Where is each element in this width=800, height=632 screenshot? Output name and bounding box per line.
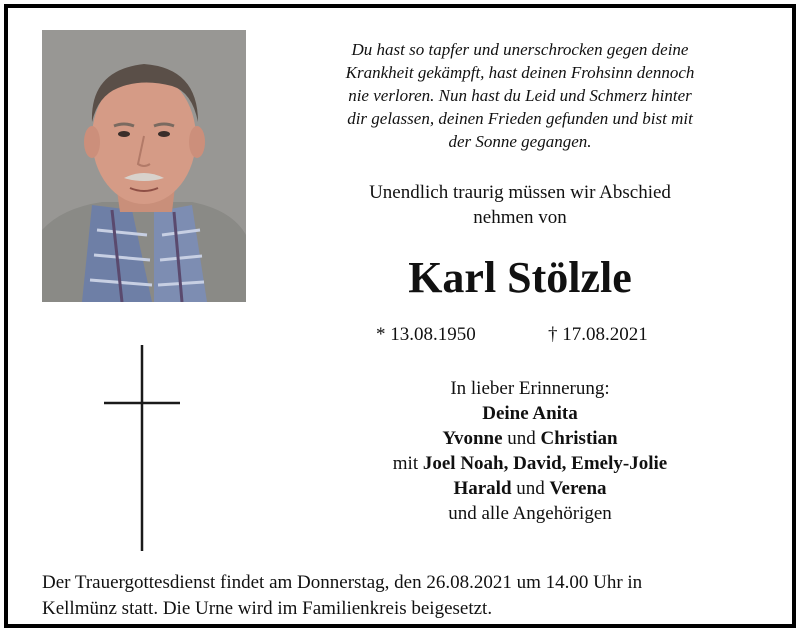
portrait-photo <box>42 30 246 302</box>
mourners-list <box>280 376 780 526</box>
birth-date: * 13.08.1950 <box>376 324 476 345</box>
farewell-intro: Unendlich traurig müssen wir Abschied nehmen von <box>369 182 671 228</box>
mourner-line-3 <box>280 451 780 476</box>
mourner-name: Verena <box>549 478 607 499</box>
mourner-name: Yvonne <box>442 428 503 449</box>
obituary-notice <box>4 4 796 628</box>
mourners-heading: In lieber Erinnerung: <box>450 378 610 399</box>
poem-text: Du hast so tapfer und unerschrocken gegen deine Krankheit gekämpft, hast deinen Frohsinn dennoch nie verloren. Nun hast du Leid und Schmerz hinter dir gelassen, deinen Frieden gefunden und bist mit der Sonne gegangen. <box>345 40 695 151</box>
mourner-line-4 <box>280 476 780 501</box>
death-date: † 17.08.2021 <box>548 324 648 345</box>
service-info: Der Trauergottesdienst findet am Donnerstag, den 26.08.2021 um 14.00 Uhr in Kellmünz statt. Die Urne wird im Familienkreis beigesetzt. <box>42 572 643 619</box>
portrait-illustration <box>42 30 246 302</box>
mourner-name: Harald <box>453 478 512 499</box>
deceased-name: Karl Stölzle <box>408 253 632 302</box>
conjunction: mit <box>392 453 423 474</box>
cross-icon <box>104 345 180 551</box>
mourner-line-5: und alle Angehörigen <box>448 503 612 524</box>
conjunction: und <box>511 478 550 499</box>
conjunction: und <box>502 428 541 449</box>
mourner-name: Christian <box>540 428 618 449</box>
mourner-name: Joel Noah, David, Emely-Jolie <box>422 453 668 474</box>
mourner-line-2 <box>280 426 780 451</box>
mourner-name: Deine Anita <box>482 403 578 424</box>
mourner-line-1 <box>280 401 780 426</box>
